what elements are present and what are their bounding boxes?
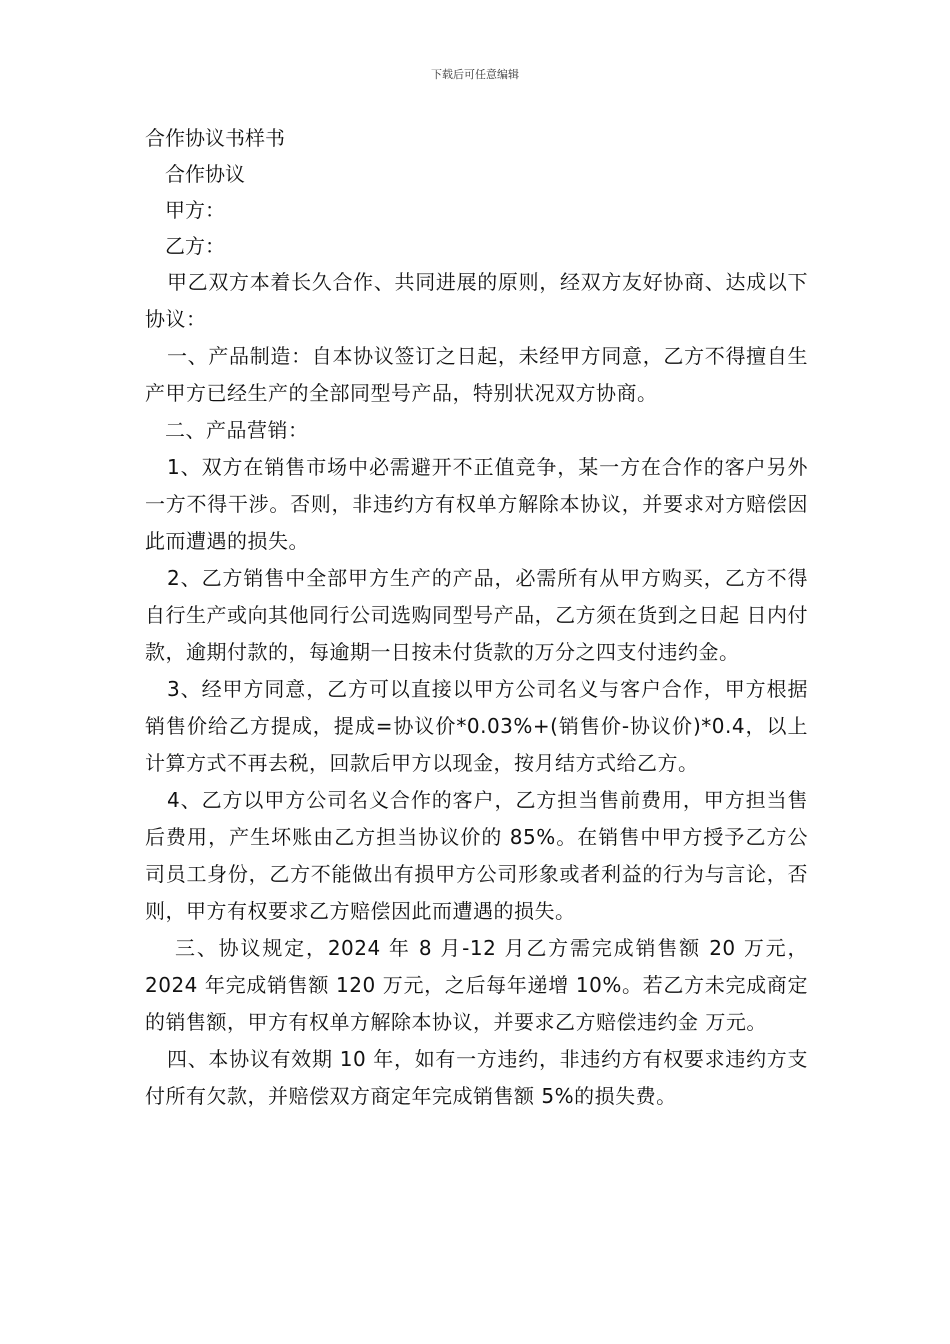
clause-4-costs: 4、乙方以甲方公司名义合作的客户，乙方担当售前费用，甲方担当售后费用，产生坏账由乙方担当协议价的 85%。在销售中甲方授予乙方公司员工身份，乙方不能做出有损甲方公司形象或者利益的行为与言论，否则，甲方有权要求乙方赔偿因此而遭遇的损失。 [145, 788, 808, 923]
clause-3-commission: 3、经甲方同意，乙方可以直接以甲方公司名义与客户合作，甲方根据销售价给乙方提成，提成=协议价*0.03%+(销售价-协议价)*0.4，以上计算方式不再去税，回款后甲方以现金，按月结方式给乙方。 [145, 677, 808, 775]
document-body [145, 120, 808, 1115]
intro-paragraph: 甲乙双方本着长久合作、共同进展的原则，经双方友好协商、达成以下协议： [145, 270, 808, 331]
section-1-product-manufacturing: 一、产品制造：自本协议签订之日起，未经甲方同意，乙方不得擅自生产甲方已经生产的全部同型号产品，特别状况双方协商。 [145, 344, 808, 405]
page-header-note: 下载后可任意编辑 [431, 68, 519, 81]
agreement-subtitle: 合作协议 [165, 162, 245, 186]
document-title: 合作协议书样书 [145, 126, 285, 150]
section-2-heading: 二、产品营销： [165, 418, 309, 442]
clause-2-purchasing: 2、乙方销售中全部甲方生产的产品，必需所有从甲方购买，乙方不得自行生产或向其他同行公司选购同型号产品，乙方须在货到之日起 日内付款，逾期付款的，每逾期一日按未付货款的万分之四支付违约金。 [145, 566, 808, 664]
section-3-targets: 三、协议规定，2024 年 8 月-12 月乙方需完成销售额 20 万元，2024 年完成销售额 120 万元，之后每年递增 10%。若乙方未完成商定的销售额，甲方有权单方解除本协议，并要求乙方赔偿违约金 万元。 [145, 936, 808, 1034]
party-a-label: 甲方： [165, 198, 225, 222]
party-b-label: 乙方： [165, 234, 225, 258]
clause-1-competition: 1、双方在销售市场中必需避开不正值竞争，某一方在合作的客户另外一方不得干涉。否则，非违约方有权单方解除本协议，并要求对方赔偿因此而遭遇的损失。 [145, 455, 808, 553]
section-4-validity: 四、本协议有效期 10 年，如有一方违约，非违约方有权要求违约方支付所有欠款，并赔偿双方商定年完成销售额 5%的损失费。 [145, 1047, 808, 1108]
